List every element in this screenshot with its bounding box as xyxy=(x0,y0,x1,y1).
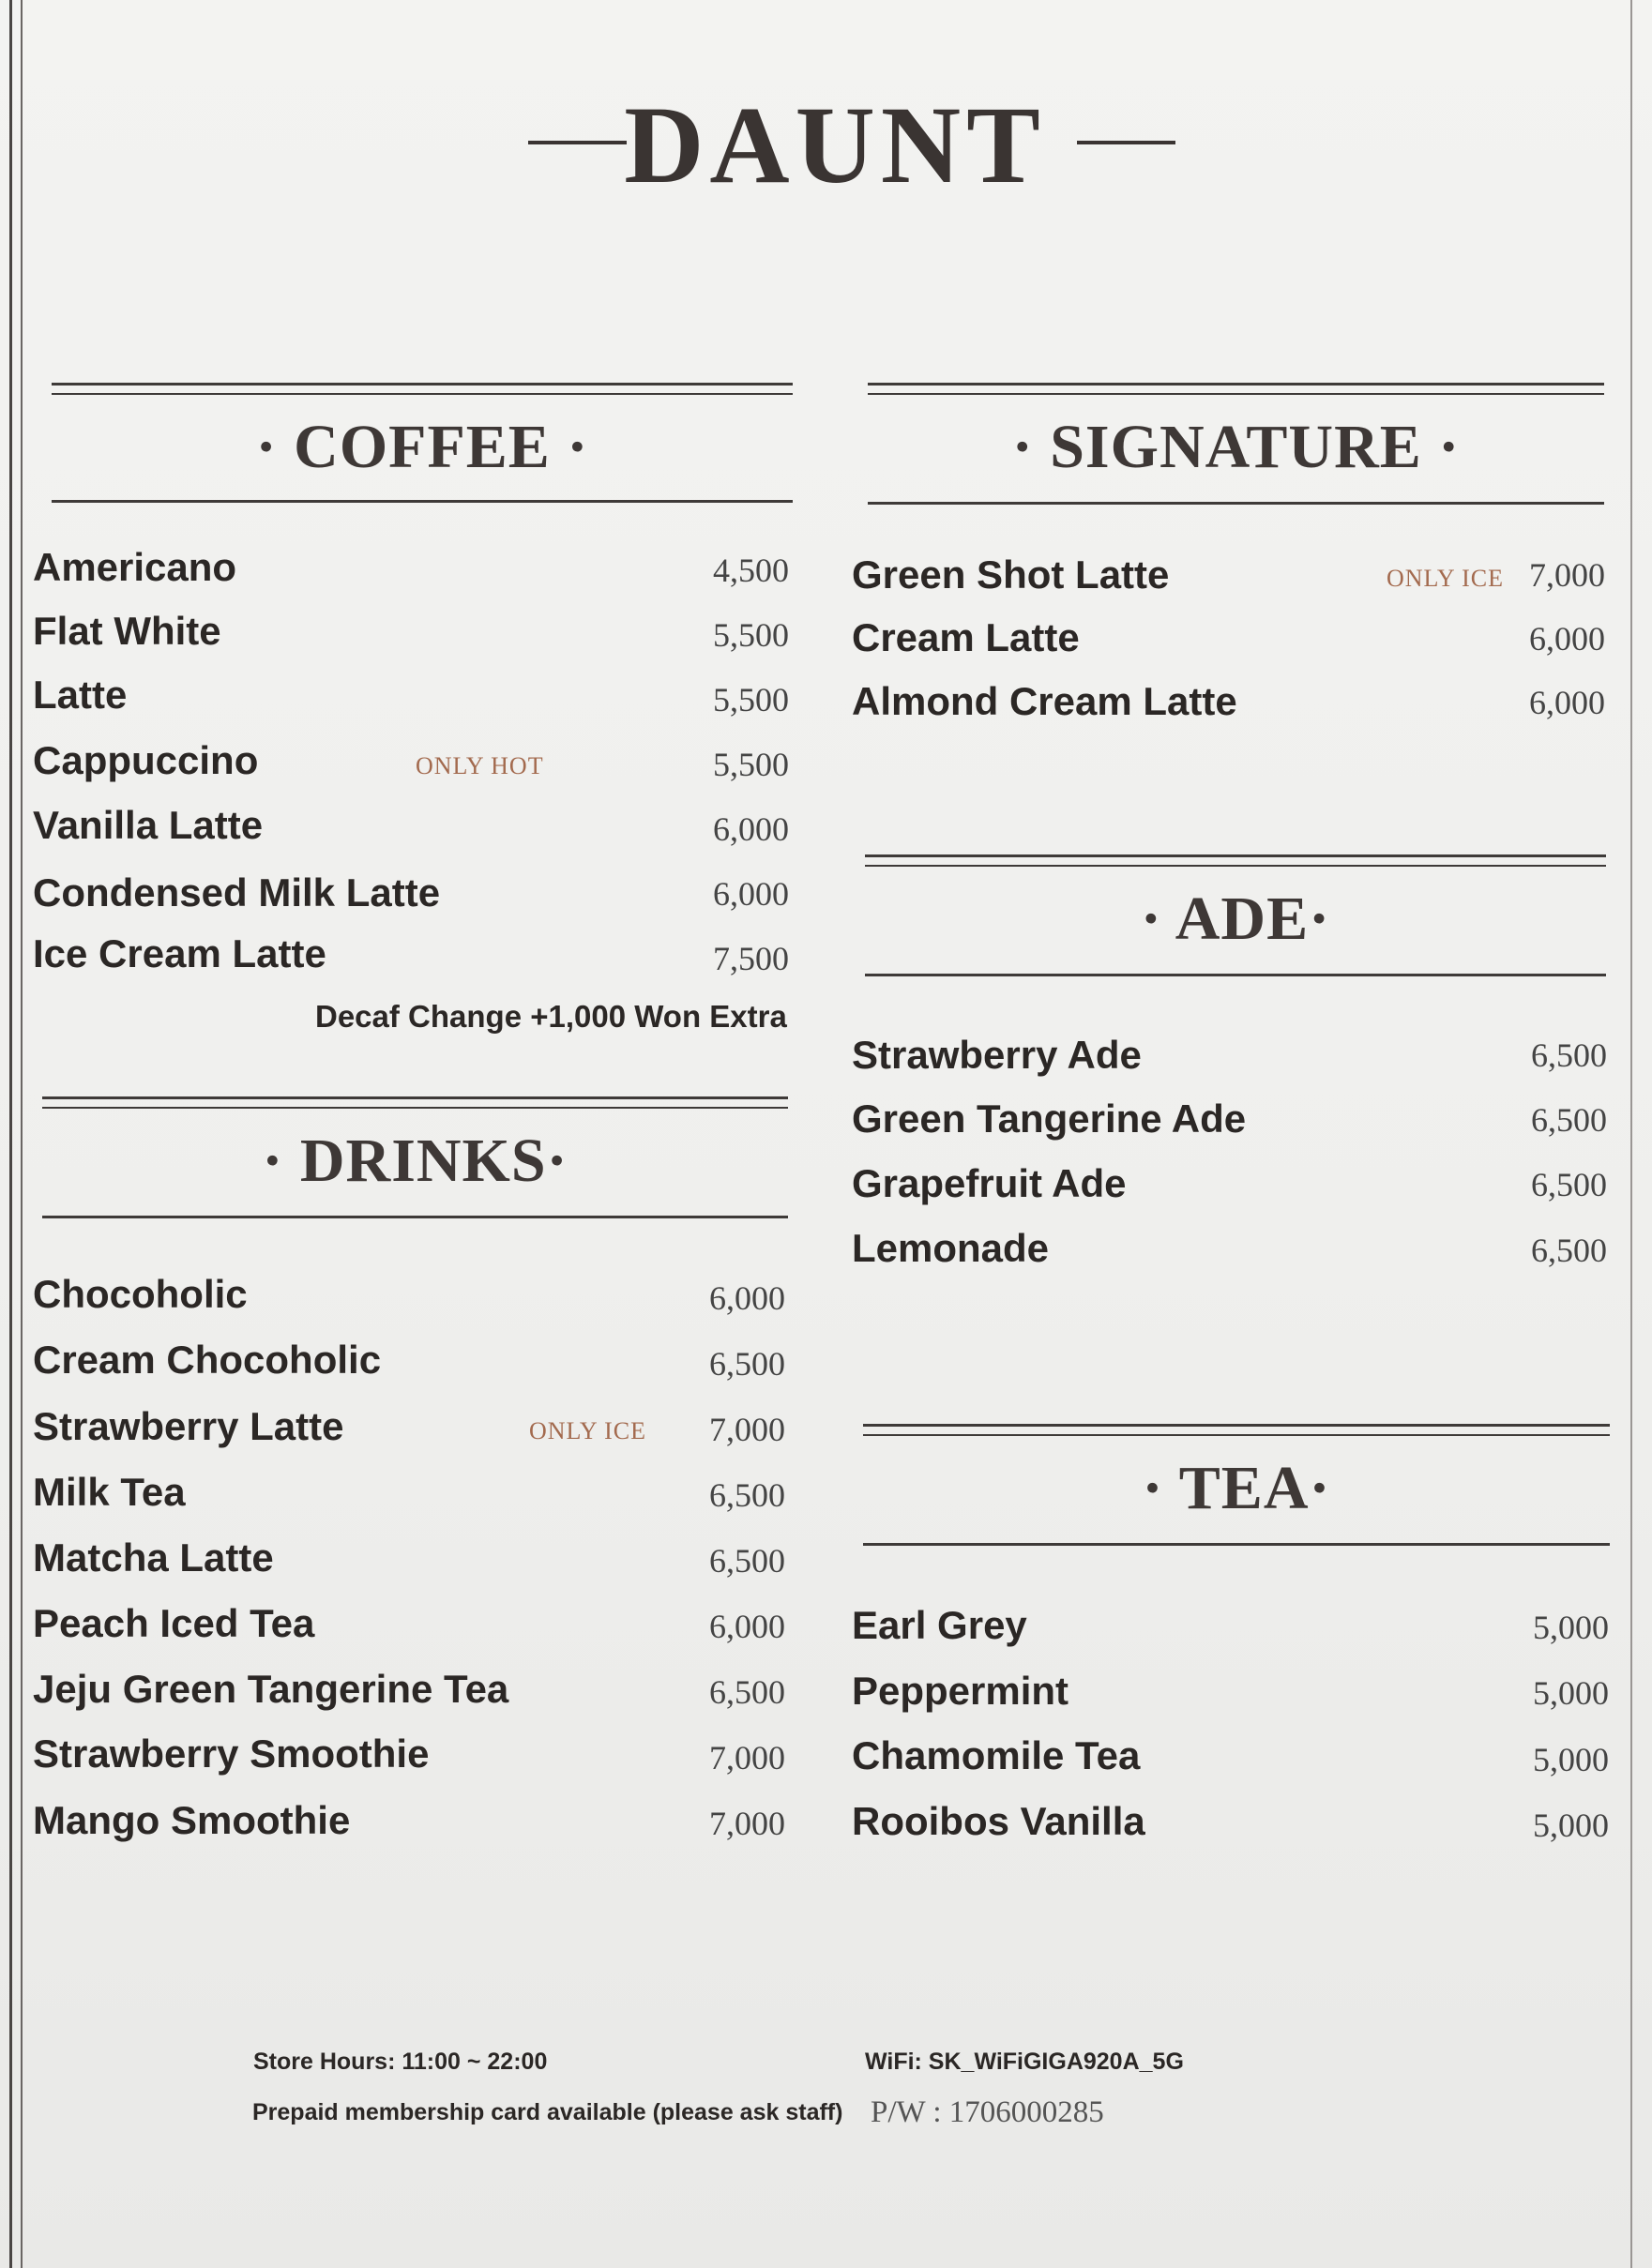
menu-item-name: Latte xyxy=(33,673,128,717)
menu-item-price: 6,000 xyxy=(1529,620,1605,658)
section-title: · COFFEE · xyxy=(255,413,589,481)
header-rule-top xyxy=(868,383,1604,386)
menu-item-name: Milk Tea xyxy=(33,1470,186,1514)
menu-item-price: 6,500 xyxy=(709,1476,785,1514)
wifi-name: WiFi: SK_WiFiGIGA920A_5G xyxy=(865,2049,1184,2075)
menu-item-name: Strawberry Smoothie xyxy=(33,1731,430,1776)
menu-item-price: 7,000 xyxy=(709,1805,785,1842)
menu-item-name: Rooibos Vanilla xyxy=(852,1799,1145,1843)
section-title: · SIGNATURE · xyxy=(1011,413,1461,481)
brand-title: DAUNT xyxy=(624,83,1046,206)
menu-item-price: 6,500 xyxy=(1531,1036,1607,1074)
menu-item-price: 6,000 xyxy=(713,810,789,848)
menu-item-price: 7,000 xyxy=(1529,556,1605,594)
page-border-left-inner xyxy=(21,0,23,2268)
menu-item-price: 7,500 xyxy=(713,940,789,977)
header-rule-top-thin xyxy=(865,865,1606,867)
menu-item-name: Matcha Latte xyxy=(33,1535,274,1580)
header-rule-top xyxy=(865,854,1606,857)
section-title: · DRINKS· xyxy=(262,1126,568,1195)
header-rule-bottom xyxy=(865,974,1606,976)
header-rule-top xyxy=(52,383,793,386)
menu-item-name: Cappuccino xyxy=(33,738,259,782)
only-hot-tag: ONLY HOT xyxy=(416,752,544,779)
menu-item-name: Cream Latte xyxy=(852,615,1080,659)
header-rule-top-thin xyxy=(863,1434,1610,1436)
header-rule-bottom xyxy=(863,1543,1610,1546)
only-ice-tag: ONLY ICE xyxy=(1387,565,1505,592)
menu-item-price: 6,000 xyxy=(709,1608,785,1645)
menu-item-name: Ice Cream Latte xyxy=(33,931,326,975)
menu-item-price: 4,500 xyxy=(713,552,789,589)
menu-item-name: Almond Cream Latte xyxy=(852,679,1237,723)
decaf-note: Decaf Change +1,000 Won Extra xyxy=(315,999,787,1034)
section-tea xyxy=(863,1421,1610,1552)
menu-item-name: Lemonade xyxy=(852,1226,1050,1270)
menu-item-name: Mango Smoothie xyxy=(33,1798,351,1842)
menu-item-price: 6,500 xyxy=(1531,1101,1607,1139)
header-rule-top-thin xyxy=(52,393,793,395)
menu-item-price: 5,500 xyxy=(713,681,789,718)
membership-note: Prepaid membership card available (please ask staff) xyxy=(252,2099,843,2125)
menu-item-name: Strawberry Latte xyxy=(33,1404,344,1448)
section-coffee xyxy=(52,380,793,1083)
menu-item-price: 6,500 xyxy=(709,1542,785,1580)
header-rule-bottom xyxy=(52,500,793,503)
page-border-left xyxy=(9,0,12,2268)
menu-item-price: 5,500 xyxy=(713,746,789,783)
menu-item-name: Chocoholic xyxy=(33,1272,248,1316)
menu-item-price: 5,500 xyxy=(713,616,789,654)
menu-item-price: 6,500 xyxy=(1531,1166,1607,1203)
menu-item-name: Green Shot Latte xyxy=(852,552,1170,597)
menu-item-price: 5,000 xyxy=(1533,1609,1609,1646)
menu-item-name: Earl Grey xyxy=(852,1603,1027,1647)
menu-item-name: Americano xyxy=(33,545,237,589)
menu-item-price: 6,500 xyxy=(709,1673,785,1711)
brand-dash-right xyxy=(1077,141,1175,144)
menu-item-price: 5,000 xyxy=(1533,1807,1609,1844)
menu-item-name: Flat White xyxy=(33,609,221,653)
section-title: · ADE· xyxy=(1140,885,1331,953)
header-rule-top-thin xyxy=(42,1107,788,1109)
section-ade xyxy=(865,852,1606,983)
menu-item-name: Chamomile Tea xyxy=(852,1733,1141,1777)
menu-item-name: Strawberry Ade xyxy=(852,1033,1142,1077)
header-rule-top xyxy=(42,1096,788,1099)
menu-item-name: Condensed Milk Latte xyxy=(33,870,441,915)
header-rule-top-thin xyxy=(868,393,1604,395)
menu-item-price: 5,000 xyxy=(1533,1741,1609,1778)
header-rule-bottom xyxy=(868,502,1604,505)
menu-item-name: Vanilla Latte xyxy=(33,803,264,847)
page-border-right xyxy=(1630,0,1632,2268)
menu-item-name: Cream Chocoholic xyxy=(33,1338,382,1382)
menu-item-price: 6,500 xyxy=(1531,1232,1607,1269)
menu-item-price: 6,500 xyxy=(709,1345,785,1383)
store-hours: Store Hours: 11:00 ~ 22:00 xyxy=(253,2049,548,2075)
menu-item-name: Jeju Green Tangerine Tea xyxy=(33,1667,509,1711)
menu-item-price: 7,000 xyxy=(709,1739,785,1777)
menu-item-name: Green Tangerine Ade xyxy=(852,1096,1247,1141)
menu-item-name: Peach Iced Tea xyxy=(33,1601,315,1645)
menu-item-price: 6,000 xyxy=(713,875,789,913)
only-ice-tag: ONLY ICE xyxy=(529,1417,647,1444)
header-rule-bottom xyxy=(42,1216,788,1218)
section-title: · TEA· xyxy=(1142,1454,1331,1522)
wifi-password: P/W : 1706000285 xyxy=(871,2095,1104,2129)
section-drinks xyxy=(42,1094,788,1225)
menu-item-name: Peppermint xyxy=(852,1669,1069,1713)
header-rule-top xyxy=(863,1424,1610,1427)
section-signature xyxy=(868,380,1604,511)
menu-item-name: Grapefruit Ade xyxy=(852,1161,1127,1205)
menu-item-price: 6,000 xyxy=(709,1279,785,1317)
menu-item-price: 6,000 xyxy=(1529,684,1605,721)
menu-item-price: 7,000 xyxy=(709,1411,785,1448)
menu-item-price: 5,000 xyxy=(1533,1674,1609,1712)
